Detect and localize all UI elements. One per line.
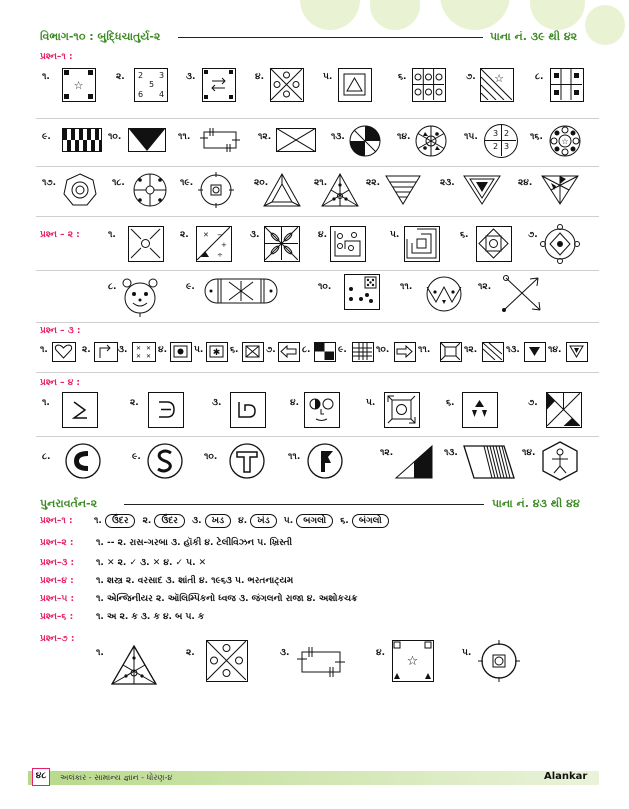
rev-q7-figure-1-triangle-icon <box>110 644 158 686</box>
rev-q7-label: પ્રશ્ન–૭ : <box>40 634 75 644</box>
rev-q4-answers: ૧. શસ્ત્ર ૨. વરસાદ ૩. શાંતી ૪. ૧૯૬૩ ૫. ભરતનાટ્યમ <box>96 576 294 586</box>
q2-number: ૧૦. <box>318 282 332 292</box>
q1-figure-17-heptagon-icon <box>62 172 98 208</box>
q2-figure-8-face-icon <box>120 276 160 318</box>
q4-figure-2 <box>148 392 184 428</box>
arrows-icon <box>203 69 234 100</box>
q3-figure-4 <box>170 342 192 362</box>
rev-q7-number: ૩. <box>280 648 290 658</box>
epsilon-symbol-icon <box>149 393 182 426</box>
q4-number: ૬. <box>446 398 455 408</box>
cross-box-icon <box>243 343 262 360</box>
svg-text:☆: ☆ <box>406 654 419 669</box>
q1-number: ૧૭. <box>42 178 57 188</box>
q1-figure-8 <box>550 68 584 102</box>
q3-number: ૩. <box>118 345 128 355</box>
answer-oval: બંગલો <box>352 514 389 528</box>
q2-number: ૯. <box>186 282 195 292</box>
q2-number: ૪. <box>318 230 327 240</box>
left-arrow-icon <box>279 343 298 360</box>
svg-text:☆: ☆ <box>494 72 504 85</box>
decor-bubble <box>300 0 360 30</box>
book-title: અલંકાર - સામાન્ય જ્ઞાન - ધોરણ-૪ <box>60 773 173 782</box>
row-divider <box>36 216 599 217</box>
digit: 2 <box>504 129 510 138</box>
turn-arrow-icon <box>95 343 116 360</box>
triangles-icon <box>463 393 496 426</box>
answer-number: ૨. <box>142 516 152 526</box>
q2-number: ૬. <box>460 230 469 240</box>
question-2-label: પ્રશ્ન – ૨ : <box>40 230 80 240</box>
diagonal-arrows-icon <box>129 227 162 260</box>
row-divider <box>36 166 599 167</box>
q3-number: ૬. <box>230 345 239 355</box>
q1-figure-22-inverted-triangle-icon <box>384 174 422 206</box>
q4-number: ૨. <box>130 398 139 408</box>
q4-figure-12-half-triangle-icon <box>394 444 434 480</box>
q4-number: ૯. <box>132 452 141 462</box>
q2-figure-10 <box>344 274 380 310</box>
q3-number: ૧૩. <box>506 345 520 355</box>
q4-figure-6 <box>462 392 498 428</box>
rev-q6-label: પ્રશ્ન–૬ : <box>40 612 74 622</box>
rev-q7-number: ૧. <box>96 648 104 658</box>
q3-figure-7 <box>278 342 300 362</box>
q3-figure-2 <box>94 342 118 362</box>
diagonal-triangles-icon <box>547 393 580 426</box>
q3-figure-10 <box>394 342 416 362</box>
hollow-down-triangle-icon <box>567 343 586 360</box>
row-divider <box>36 372 599 373</box>
rev-q5-answers: ૧. એન્જિનીયર ૨. ઑલિમ્પિકનો ધ્વજ ૩. જંગલનો રાજા ૪. અશોકચક્ર <box>96 594 358 604</box>
decor-bubble <box>370 0 420 30</box>
q1-number: ૧૦. <box>108 132 122 142</box>
revision-page-range: પાના નં. ૪૩ થી ૪૪ <box>492 497 580 510</box>
page-range: પાના નં. ૩૯ થી ૪૨ <box>490 30 578 43</box>
header-rule <box>178 37 483 38</box>
q1-number: ૨૦. <box>254 178 269 188</box>
digit: 2 <box>138 71 144 80</box>
q1-figure-1 <box>62 68 96 102</box>
q1-figure-13-pie-icon <box>348 124 382 158</box>
page-number: ૪૮ <box>35 771 47 781</box>
q2-number: ૮. <box>108 282 117 292</box>
q1-number: ૪. <box>255 72 264 82</box>
q2-number: ૧૧. <box>400 282 413 292</box>
q3-number: ૮. <box>302 345 311 355</box>
square-circle-icon <box>171 343 190 360</box>
brand-logo: Alankar <box>544 771 588 782</box>
q3-number: ૧૨. <box>464 345 478 355</box>
svg-text:✕: ✕ <box>203 231 209 239</box>
rev-q7-number: ૫. <box>462 648 472 658</box>
digit: 2 <box>493 142 499 151</box>
spiral-circles-icon <box>331 227 364 260</box>
q3-figure-12 <box>482 342 504 362</box>
q2-figure-6 <box>476 226 512 262</box>
answer-oval: ઉંદર <box>105 514 136 528</box>
revision-title: પુનરાવર્તન-૨ <box>40 497 98 510</box>
q1-number: ૭. <box>466 72 476 82</box>
q3-number: ૨. <box>82 345 91 355</box>
q4-figure-7 <box>546 392 582 428</box>
q2-number: ૩. <box>250 230 260 240</box>
q4-number: ૫. <box>366 398 376 408</box>
decor-bubble <box>530 0 585 30</box>
q3-number: ૧. <box>40 345 48 355</box>
q3-figure-9 <box>352 342 374 362</box>
page-number-badge <box>32 768 50 786</box>
q1-figure-24-segmented-triangle-icon <box>540 174 580 206</box>
q1-figure-11-rails-icon <box>198 126 242 154</box>
q2-number: ૨. <box>180 230 189 240</box>
q1-figure-12-envelope-icon <box>276 128 316 152</box>
rev-q7-figure-5-target-icon <box>478 640 520 682</box>
star-corner-squares-icon <box>393 641 432 680</box>
q4-number: ૮. <box>42 452 51 462</box>
q1-number: ૨૨. <box>366 178 380 188</box>
answer-oval: બગલો <box>296 514 333 528</box>
q1-number: ૧૬. <box>530 132 543 142</box>
q1-number: ૨૩. <box>440 178 455 188</box>
digit: 4 <box>159 90 165 99</box>
q1-number: ૧૫. <box>464 132 478 142</box>
q4-number: ૧૨. <box>380 448 394 458</box>
q1-figure-6 <box>412 68 446 102</box>
q3-figure-6 <box>242 342 264 362</box>
answer-oval: ઉંદર <box>154 514 185 528</box>
digit: 3 <box>493 129 499 138</box>
right-arrow-icon <box>395 343 414 360</box>
answer-oval: ખંડ <box>250 514 276 528</box>
q3-figure-14 <box>566 342 588 362</box>
rev-q1-label: પ્રશ્ન–૧ : <box>40 516 73 526</box>
q4-figure-3 <box>230 392 266 428</box>
symbols-diagonal-icon <box>197 227 230 260</box>
q2-figure-12-crossed-arrows-icon <box>500 274 544 314</box>
svg-text:✕: ✕ <box>136 353 142 360</box>
q4-figure-4 <box>304 392 340 428</box>
q1-figure-16-ring-icon <box>548 124 582 158</box>
q1-figure-4 <box>270 68 304 102</box>
svg-text:÷: ÷ <box>217 251 223 259</box>
section-title: વિભાગ-૧૦ : બુદ્ધિચાતુર્ય-૨ <box>40 30 161 43</box>
answer-number: ૩. <box>192 516 202 526</box>
q3-number: ૭. <box>266 345 276 355</box>
dice-icon <box>345 275 378 308</box>
q1-number: ૧૪. <box>397 132 411 142</box>
rev-q1-answers <box>94 514 393 528</box>
answer-oval: ખડ <box>205 514 231 528</box>
q2-figure-5 <box>404 226 440 262</box>
svg-text:✱: ✱ <box>212 348 221 358</box>
q2-figure-11-circle-triangles-icon <box>424 274 464 314</box>
q1-number: ૬. <box>398 72 407 82</box>
question-4-label: પ્રશ્ન – ૪ : <box>40 378 81 388</box>
frame-icon <box>441 343 460 360</box>
q1-number: ૨૧. <box>314 178 328 188</box>
q3-figure-1 <box>52 342 76 362</box>
grid-squares-icon <box>551 69 582 100</box>
q1-figure-14-wheel-icon <box>414 124 448 158</box>
glyph-symbol-icon <box>231 393 264 426</box>
answer-number: ૪. <box>238 516 248 526</box>
q4-number: ૧૧. <box>288 452 301 462</box>
question-3-label: પ્રશ્ન – ૩ : <box>40 326 81 336</box>
q2-number: ૧૨. <box>478 282 492 292</box>
q1-figure-20-nested-triangle-icon <box>262 172 302 208</box>
down-triangle-icon <box>525 343 544 360</box>
rev-q7-number: ૨. <box>186 648 195 658</box>
q1-number: ૧૯. <box>180 178 194 188</box>
flower-square-icon <box>265 227 298 260</box>
revision-rule <box>124 504 484 505</box>
q3-figure-5 <box>206 342 228 362</box>
q4-figure-1 <box>62 392 98 428</box>
q4-number: ૪. <box>290 398 299 408</box>
q1-number: ૮. <box>535 72 544 82</box>
crosses-icon <box>133 343 154 360</box>
q2-number: ૧. <box>108 230 116 240</box>
svg-text:−: − <box>217 231 223 239</box>
q2-figure-3 <box>264 226 300 262</box>
row-divider <box>36 270 599 271</box>
q4-number: ૧૪. <box>522 448 536 458</box>
q1-figure-18-spoke-circle-icon <box>132 172 168 208</box>
q4-figure-14-hexagon-figure-icon <box>540 440 580 482</box>
diagonal-stripes-icon <box>483 343 502 360</box>
q4-figure-11-flag-circle-icon <box>306 442 344 480</box>
hatched-star-icon <box>481 69 512 100</box>
q1-figure-9-stripes-icon <box>62 128 102 152</box>
q2-figure-4 <box>330 226 366 262</box>
rev-q5-label: પ્રશ્ન–૫ : <box>40 594 75 604</box>
q1-figure-19-target-icon <box>198 172 234 208</box>
angle-symbol-icon <box>63 393 96 426</box>
rotate-arrows-icon <box>385 393 418 426</box>
row-divider <box>36 118 599 119</box>
q1-number: ૨. <box>116 72 125 82</box>
q3-number: ૫. <box>194 345 204 355</box>
question-1-label: પ્રશ્ન–૧ : <box>40 52 73 62</box>
svg-text:✕: ✕ <box>146 353 152 360</box>
rev-q4-label: પ્રશ્ન–૪ : <box>40 576 74 586</box>
answer-number: ૧. <box>94 516 102 526</box>
rev-q6-answers: ૧. અ ૨. ક ૩. ક ૪. બ ૫. ક <box>96 612 205 622</box>
q1-number: ૩. <box>186 72 196 82</box>
q4-figure-9-s-circle-icon <box>146 442 184 480</box>
grid-circles-icon <box>413 69 444 100</box>
q4-figure-8-c-circle-icon <box>64 442 102 480</box>
rev-q7-figure-3-rails-icon <box>294 644 348 680</box>
q2-number: ૫. <box>390 230 400 240</box>
q3-number: ૧૪. <box>548 345 562 355</box>
q1-figure-7 <box>480 68 514 102</box>
rev-q3-label: પ્રશ્ન–૩ : <box>40 558 75 568</box>
q1-figure-23-concentric-triangles-icon <box>462 174 502 206</box>
q3-number: ૧૧. <box>418 345 431 355</box>
rev-q7-figure-4 <box>392 640 434 682</box>
q4-number: ૧૦. <box>204 452 218 462</box>
grid-hash-icon <box>353 343 372 360</box>
q4-number: ૧૩. <box>444 448 458 458</box>
digit: 3 <box>504 142 510 151</box>
q1-number: ૧૨. <box>258 132 272 142</box>
svg-text:✕: ✕ <box>136 345 142 352</box>
q3-figure-3 <box>132 342 156 362</box>
q4-figure-13-parallelogram-icon <box>462 444 516 480</box>
q1-number: ૧૮. <box>112 178 125 188</box>
divider <box>485 140 516 141</box>
q1-number: ૨૪. <box>518 178 533 188</box>
digit: 6 <box>138 90 144 99</box>
svg-text:✕: ✕ <box>146 345 152 352</box>
heart-icon <box>53 343 74 360</box>
q3-figure-8 <box>314 342 336 362</box>
q1-number: ૧. <box>42 72 50 82</box>
checker-icon <box>315 343 334 360</box>
q2-figure-9-capsule-icon <box>204 278 278 304</box>
q4-number: ૩. <box>212 398 222 408</box>
answer-number: ૫. <box>283 516 294 526</box>
q4-number: ૧. <box>42 398 50 408</box>
rev-q3-answers: ૧. ✕ ૨. ✓ ૩. ✕ ૪. ✓ ૫. ✕ <box>96 558 207 568</box>
face-eyes-icon <box>305 393 338 426</box>
rev-q2-answers: ૧. -- ૨. રાસ-ગરબા ૩. હૉકી ૪. ટેલીવિઝન ૫. ખ્રિસ્તી <box>96 538 293 548</box>
rev-q2-label: પ્રશ્ન–૨ : <box>40 538 74 548</box>
star-square-icon <box>207 343 226 360</box>
q3-number: ૪. <box>158 345 167 355</box>
diamond-circle-icon <box>477 227 510 260</box>
q1-number: ૧૧. <box>178 132 191 142</box>
star-corner-squares-icon <box>63 69 94 100</box>
q2-figure-1 <box>128 226 164 262</box>
q1-figure-15-quad-circle <box>484 124 518 158</box>
svg-text:☆: ☆ <box>561 137 569 146</box>
cross-circles-icon <box>207 641 246 680</box>
q3-number: ૧૦. <box>376 345 390 355</box>
digit: 3 <box>159 71 165 80</box>
answer-number: ૬. <box>340 516 349 526</box>
triangle-in-square-icon <box>339 69 370 100</box>
decor-bubble <box>585 5 625 45</box>
decor-bubble <box>440 0 510 30</box>
rev-q7-figure-2 <box>206 640 248 682</box>
q4-figure-10-t-circle-icon <box>228 442 266 480</box>
svg-text:+: + <box>221 241 227 249</box>
row-divider <box>36 436 599 437</box>
q4-figure-5 <box>384 392 420 428</box>
svg-text:☆: ☆ <box>73 79 84 92</box>
q3-figure-13 <box>524 342 546 362</box>
q1-figure-2 <box>134 68 168 102</box>
q1-figure-3 <box>202 68 236 102</box>
q1-number: ૯. <box>42 132 51 142</box>
q1-figure-5 <box>338 68 372 102</box>
q2-figure-7-gear-circle-icon <box>540 224 580 264</box>
q1-figure-21-dotted-triangle-icon <box>320 172 360 208</box>
q1-number: ૧૩. <box>331 132 345 142</box>
rev-q7-number: ૪. <box>376 648 385 658</box>
q2-figure-2 <box>196 226 232 262</box>
q4-number: ૭. <box>528 398 538 408</box>
q2-number: ૭. <box>528 230 538 240</box>
row-divider <box>36 322 599 323</box>
digit: 5 <box>149 80 155 89</box>
q1-number: ૫. <box>323 72 333 82</box>
q3-number: ૯. <box>338 345 347 355</box>
cross-circles-icon <box>271 69 302 100</box>
q1-figure-10-filled-triangle-icon <box>128 128 166 152</box>
q3-figure-11 <box>440 342 462 362</box>
nested-corner-icon <box>405 227 438 260</box>
